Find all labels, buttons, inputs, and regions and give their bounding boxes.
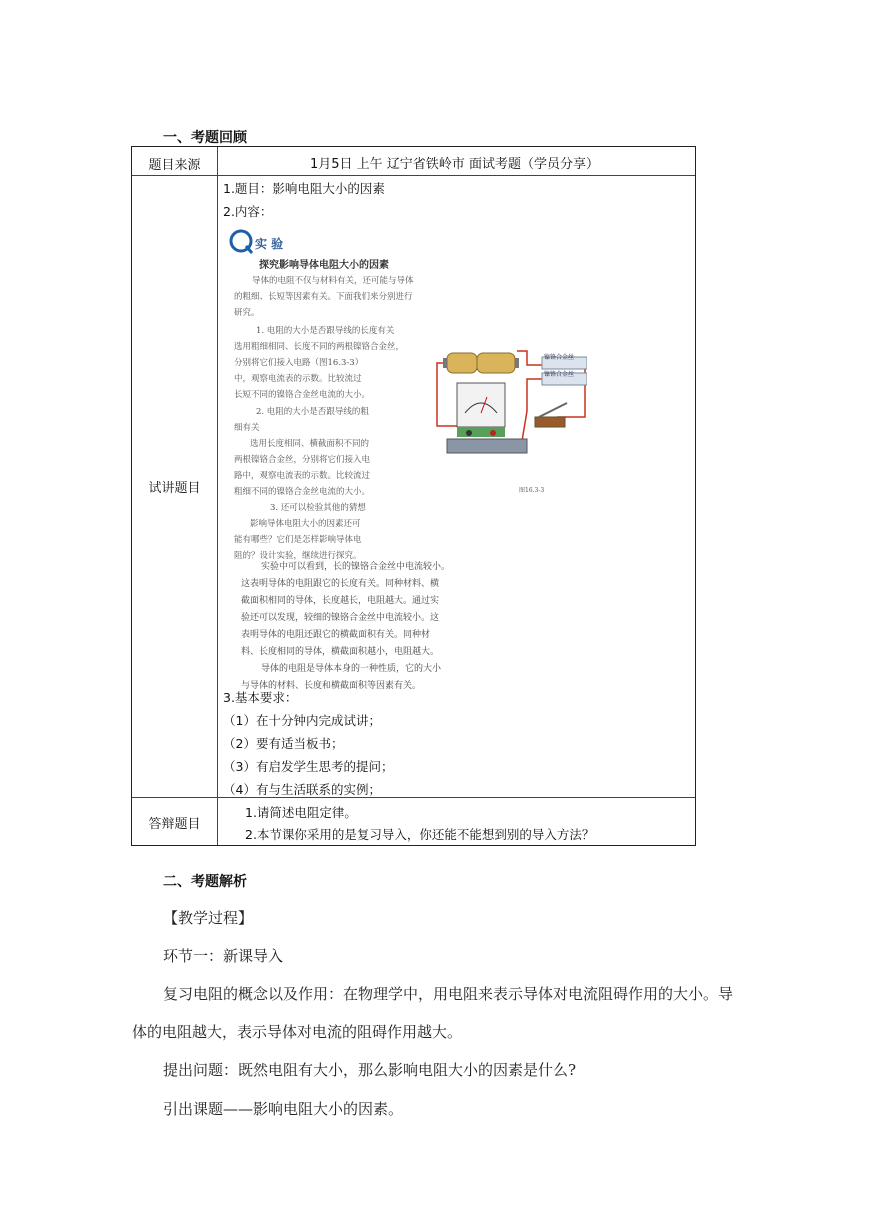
- table-row-divider: [132, 797, 695, 798]
- paragraph-topic: 引出课题——影响电阻大小的因素。: [163, 1100, 404, 1118]
- paragraph-review: 复习电阻的概念以及作用：在物理学中，用电阻来表示导体对电流阻碍作用的大小。导: [163, 985, 734, 1003]
- figure-caption: 图16.3-3: [519, 487, 545, 494]
- requirement-item: （4）有与生活联系的实例；: [223, 782, 381, 797]
- experiment-badge-icon: [229, 229, 255, 255]
- requirement-item: （2）要有适当板书；: [223, 736, 344, 751]
- requirement-item: （3）有启发学生思考的提问；: [223, 759, 394, 774]
- requirements-heading: 3.基本要求：: [223, 690, 298, 705]
- teaching-process-heading: 【教学过程】: [163, 909, 254, 927]
- section-title-review: 一、考题回顾: [163, 130, 247, 146]
- experiment-intro: 导体的电阻不仅与材料有关，还可能与导体 的粗细、长短等因素有关。下面我们来分别进行 研究。: [234, 276, 414, 318]
- experiment-title: 探究影响导体电阻大小的因素: [259, 260, 389, 271]
- experiment-step3: 3. 还可以检验其他的猜想 影响导体电阻大小的因素还可 能有哪些？它们是怎样影响导体电 阻的？设计实验，继续进行探究。: [234, 503, 366, 561]
- defense-question: 1.请简述电阻定律。: [245, 805, 357, 820]
- table-column-divider: [217, 147, 218, 845]
- experiment-conclusion: 实验中可以看到，长的镍铬合金丝中电流较小。 这表明导体的电阻跟它的长度有关。同种材料、横 截面积相同的导体，长度越长，电阻越大。通过实 验还可以发现，较细的镍铬合金丝中电流较小。这 表明导体的电阻还跟它的横截面积有关。同种材 料、长度相同的导体，横截面积越小，电阻越大。 导体的电阻是导体本身的一种性质，它的大小 与导体的材料、长度和横截面积等因素有关。: [241, 562, 451, 691]
- defense-question: 2.本节课你采用的是复习导入，你还能不能想到别的导入方法？: [245, 827, 595, 842]
- label-defense: 答辩题目: [148, 817, 201, 832]
- experiment-badge: 实 验: [255, 237, 284, 251]
- wire-label-1: 镍铬合金丝: [544, 354, 575, 361]
- source-value: 1月5日 上午 辽宁省铁岭市 面试考题（学员分享）: [310, 157, 599, 172]
- section-title-analysis: 二、考题解析: [163, 874, 247, 890]
- content-line: 2.内容：: [223, 204, 273, 219]
- step-title: 环节一：新课导入: [163, 947, 284, 965]
- experiment-step2: 2. 电阻的大小是否跟导线的粗 细有关 选用长度相同、横截面积不同的 两根镍铬合金丝，分别将它们接入电 路中，观察电流表的示数。比较流过 粗细不同的镍铬合金丝电流的大小。: [234, 407, 371, 497]
- paragraph-question: 提出问题：既然电阻有大小，那么影响电阻大小的因素是什么?: [163, 1061, 577, 1079]
- experiment-figure: [229, 229, 589, 691]
- label-source: 题目来源: [148, 158, 201, 173]
- table-row-divider: [132, 175, 695, 176]
- paragraph-review-continued: 体的电阻越大，表示导体对电流的阻碍作用越大。: [132, 1023, 463, 1041]
- wire-label-2: 镍铬合金丝: [544, 371, 575, 378]
- label-lecture: 试讲题目: [148, 481, 201, 496]
- requirement-item: （1）在十分钟内完成试讲；: [223, 713, 381, 728]
- experiment-step1: 1. 电阻的大小是否跟导线的长度有关 选用粗细相同、长度不同的两根镍铬合金丝， 分别将它们接入电路（图16.3-3） 中，观察电流表的示数。比较流过 长短不同的镍铬合金丝电流的大小。: [234, 326, 405, 400]
- exam-table: [131, 146, 696, 846]
- topic-line: 1.题目：影响电阻大小的因素: [223, 181, 385, 196]
